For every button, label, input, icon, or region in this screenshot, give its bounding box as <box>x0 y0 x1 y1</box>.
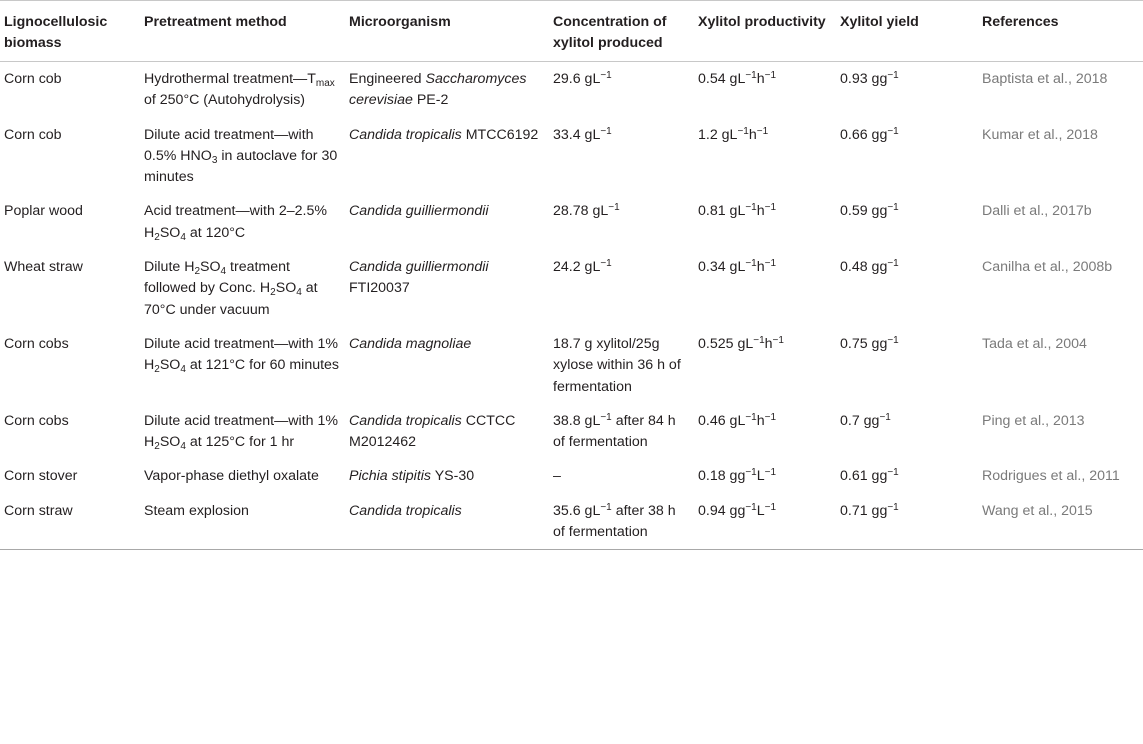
cell-biomass: Poplar wood <box>4 203 83 220</box>
cell-biomass: Corn straw <box>0 494 140 550</box>
cell-reference[interactable]: Wang et al., 2015 <box>978 494 1143 550</box>
header-productivity: Xylitol productivity <box>694 1 836 62</box>
cell-microorganism: Candida guilliermondii <box>349 203 489 220</box>
header-biomass: Lignocellulosic biomass <box>0 1 140 62</box>
cell-biomass: Corn stover <box>4 468 78 485</box>
cell-pretreatment: Dilute $H_2SO_4$ treatment followed by Conc. $H_2SO_4$ at 70°C under vacuum <box>144 259 318 318</box>
table-row <box>0 327 1143 404</box>
cell-microorganism: Candida tropicalis CCTCC M2012462 <box>349 412 516 451</box>
table-row <box>0 250 1143 327</box>
cell-biomass: Corn cobs <box>4 335 69 352</box>
header-pretreatment: Pretreatment method <box>140 1 345 62</box>
cell-productivity: 0.81 $gL^{-1}h^{-1}$ <box>698 202 777 220</box>
cell-reference[interactable]: Dalli et al., 2017b <box>982 203 1092 220</box>
cell-concentration: 18.7 g xylitol/25g xylose within 36 h of fermentation <box>553 335 681 395</box>
cell-reference[interactable]: Canilha et al., 2008b <box>982 259 1113 276</box>
cell-yield: 0.93 $gg^{-1}$ <box>840 70 899 87</box>
cell-concentration: 38.8 $gL^{-1}$ after 84 h of fermentation <box>553 411 676 451</box>
cell-yield: 0.71 $gg^{-1}$ <box>836 494 978 550</box>
cell-concentration: 24.2 $gL^{-1}$ <box>553 258 612 276</box>
cell-yield: 0.7 $gg^{-1}$ <box>840 411 891 429</box>
cell-reference[interactable]: Rodrigues et al., 2011 <box>982 468 1120 485</box>
cell-yield: 0.66 $gg^{-1}$ <box>840 125 899 143</box>
cell-yield: 0.61 $gg^{-1}$ <box>840 467 899 485</box>
cell-concentration: 35.6 $gL^{-1}$ after 38 h of fermentation <box>549 494 694 550</box>
cell-concentration: 33.4 $gL^{-1}$ <box>553 125 612 143</box>
cell-biomass: Corn cobs <box>4 412 69 429</box>
cell-biomass: Wheat straw <box>4 259 83 276</box>
cell-productivity: 1.2 $gL^{-1}h^{-1}$ <box>698 125 769 143</box>
table-header-row <box>0 1 1143 62</box>
cell-concentration: 29.6 $gL^{-1}$ <box>553 70 612 87</box>
cell-microorganism: Candida tropicalis <box>345 494 549 550</box>
cell-reference[interactable]: Baptista et al., 2018 <box>982 71 1108 87</box>
cell-productivity: 0.54 $gL^{-1}h^{-1}$ <box>698 70 777 87</box>
table-row <box>0 62 1143 118</box>
header-microorganism: Microorganism <box>345 1 549 62</box>
cell-reference[interactable]: Kumar et al., 2018 <box>982 126 1098 143</box>
cell-biomass: Corn cob <box>4 126 62 143</box>
cell-productivity: 0.525 $gL^{-1}h^{-1}$ <box>698 334 784 352</box>
table-row <box>0 494 1143 550</box>
cell-microorganism: Pichia stipitis YS-30 <box>349 468 475 485</box>
cell-microorganism: Candida tropicalis MTCC6192 <box>349 126 539 143</box>
cell-concentration: 28.78 $gL^{-1}$ <box>553 202 620 220</box>
cell-productivity: 0.94 $gg^{-1}L^{-1}$ <box>694 494 836 550</box>
table-row <box>0 118 1143 195</box>
cell-yield: 0.48 $gg^{-1}$ <box>840 258 899 276</box>
cell-microorganism: Candida guilliermondii FTI20037 <box>349 259 489 297</box>
cell-pretreatment: Hydrothermal $treatment—T_{max}$ of 250°C (Autohydrolysis) <box>144 71 335 109</box>
cell-microorganism: Candida magnoliae <box>349 335 472 352</box>
cell-pretreatment: Dilute acid treatment—with 1% $H_2SO_4$ at 125°C for 1 hr <box>144 412 338 453</box>
cell-reference[interactable]: Tada et al., 2004 <box>982 335 1087 352</box>
cell-concentration: – <box>553 468 561 485</box>
cell-pretreatment: Acid treatment—with 2–2.5% $H_2SO_4$ at 120°C <box>144 203 327 243</box>
header-yield: Xylitol yield <box>836 1 978 62</box>
cell-biomass: Corn cob <box>4 71 62 87</box>
cell-pretreatment: Dilute acid treatment—with 0.5% $HNO_3$ in autoclave for 30 minutes <box>144 126 338 186</box>
header-references: References <box>978 1 1143 62</box>
table-row <box>0 459 1143 493</box>
cell-productivity: 0.46 $gL^{-1}h^{-1}$ <box>698 411 777 429</box>
table-row <box>0 404 1143 460</box>
header-concentration: Concentration of xylitol produced <box>549 1 694 62</box>
cell-pretreatment: Dilute acid treatment—with 1% $H_2SO_4$ at 121°C for 60 minutes <box>144 335 340 376</box>
cell-pretreatment: Vapor-phase diethyl oxalate <box>144 468 319 485</box>
cell-reference[interactable]: Ping et al., 2013 <box>982 412 1085 429</box>
cell-pretreatment: Steam explosion <box>140 494 345 550</box>
table-row <box>0 194 1143 250</box>
cell-microorganism: Engineered Saccharomyces cerevisiae PE-2 <box>349 71 527 109</box>
cell-productivity: 0.18 $gg^{-1}L^{-1}$ <box>698 467 777 485</box>
cell-productivity: 0.34 $gL^{-1}h^{-1}$ <box>698 258 777 276</box>
cell-yield: 0.75 $gg^{-1}$ <box>840 334 899 352</box>
cell-yield: 0.59 $gg^{-1}$ <box>840 202 899 220</box>
